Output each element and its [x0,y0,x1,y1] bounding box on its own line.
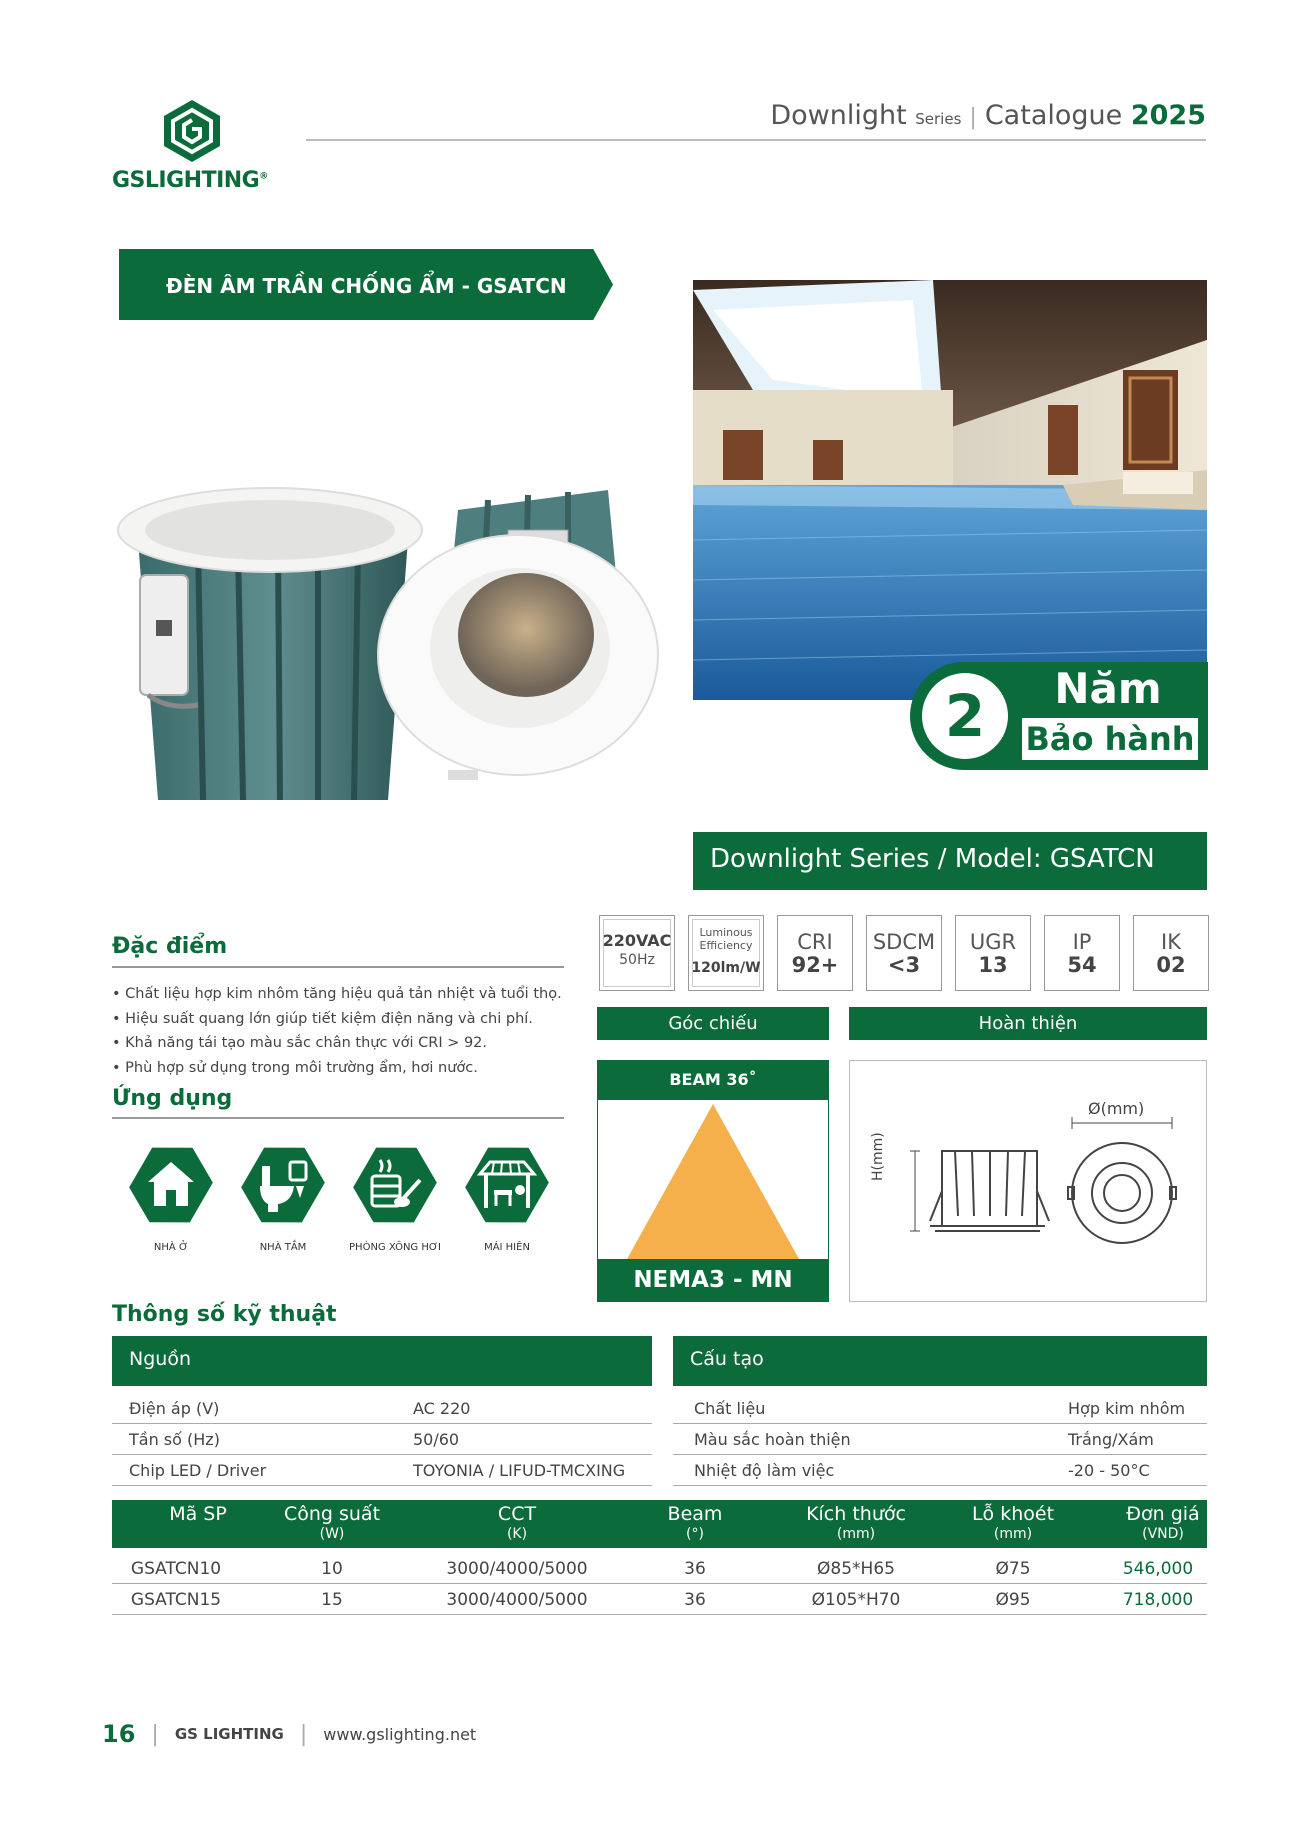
badge-voltage [599,915,675,991]
cell-size: Ø105*H70 [811,1590,901,1610]
catalogue-year: 2025 [1130,100,1206,131]
cell-price: 546,000 [1122,1559,1194,1579]
col-header-cutout: Lỗ khoét (mm) [971,1503,1055,1542]
table-row [673,1393,1207,1424]
table-row [112,1393,652,1424]
cell-beam: 36 [684,1590,706,1610]
table-row [112,1424,652,1455]
app-label: NHÀ TẮM [259,1242,307,1253]
col-header-cct: CCT (K) [497,1503,537,1542]
app-item-home [116,1140,226,1253]
cell-power: 15 [321,1590,343,1610]
footer-brand: GS LIGHTING [174,1725,284,1743]
badge-line1b: Efficiency [699,939,753,952]
badge-line1: IP [1072,930,1092,954]
finish-header: Hoàn thiện [849,1007,1207,1040]
model-bar: Downlight Series / Model: GSATCN [693,832,1207,890]
sauna-icon [350,1140,440,1230]
cell-cct: 3000/4000/5000 [446,1590,588,1610]
structure-header: Cấu tạo [673,1336,1207,1386]
badge-line2: 54 [1067,953,1097,977]
spec-key: Điện áp (V) [129,1399,220,1418]
badge-line1: 220VAC [602,931,672,950]
spec-key: Tần số (Hz) [129,1430,220,1449]
table-row [673,1424,1207,1455]
app-label: PHÒNG XÔNG HƠI [349,1242,441,1253]
cell-power: 10 [321,1559,343,1579]
diameter-label: Ø(mm) [1088,1099,1145,1118]
page-number: 16 [102,1720,136,1748]
table-row [112,1584,1207,1615]
spec-key: Màu sắc hoàn thiện [694,1430,851,1449]
badge-cri [777,915,853,991]
cell-price: 718,000 [1122,1590,1194,1610]
badge-ugr [955,915,1031,991]
badge-line1: SDCM [872,930,936,954]
warranty-line2: Bảo hành [1022,718,1198,760]
feature-item: • Chất liệu hợp kim nhôm tăng hiệu quả tản nhiệt và tuổi thọ. [112,982,572,1007]
badge-line2: 120lm/W [691,960,761,976]
source-header: Nguồn [112,1336,652,1386]
header-title: Downlight Series | Catalogue 2025 [770,100,1206,131]
header-divider [306,139,1206,141]
feature-item: • Hiệu suất quang lớn giúp tiết kiệm điện năng và chi phí. [112,1007,572,1032]
spec-value: Trắng/Xám [1068,1430,1154,1449]
applications-title: Ứng dụng [112,1086,233,1111]
badge-line1: UGR [969,930,1017,954]
cell-size: Ø85*H65 [817,1559,895,1579]
app-item-sauna [340,1140,450,1253]
cell-cutout: Ø95 [995,1590,1031,1610]
badge-line2: <3 [887,953,921,977]
col-header-size: Kích thước (mm) [806,1503,906,1542]
spec-key: Nhiệt độ làm việc [694,1461,835,1480]
product-image [108,470,748,820]
series-small: Series [915,110,962,128]
badge-line2: 13 [978,953,1008,977]
series-word: Downlight [770,100,907,131]
app-item-bathroom [228,1140,338,1253]
cell-cutout: Ø75 [995,1559,1031,1579]
badge-ip [1044,915,1120,991]
feature-item: • Phù hợp sử dụng trong môi trường ẩm, hơi nước. [112,1056,572,1081]
height-label: H(mm) [870,1132,886,1181]
warranty-badge [910,662,1208,770]
spec-key: Chất liệu [694,1399,766,1418]
spec-key: Chip LED / Driver [129,1461,267,1480]
footer: 16 | GS LIGHTING | www.gslighting.net [102,1720,477,1748]
app-label: MÁI HIÊN [484,1242,530,1253]
beam-standard: NEMA3 - MN [597,1259,829,1302]
badge-line1: IK [1161,930,1181,954]
features-title: Đặc điểm [112,934,228,959]
app-label: NHÀ Ở [153,1242,189,1253]
badge-line1: Luminous [699,926,753,939]
col-header-power: Công suất (W) [283,1503,381,1542]
feature-item: • Khả năng tái tạo màu sắc chân thực với CRI > 92. [112,1031,572,1056]
tech-title: Thông số kỹ thuật [112,1302,337,1327]
col-header-beam: Beam (°) [667,1503,723,1542]
features-list [112,982,572,1080]
table-row [112,1455,652,1486]
table-row [673,1455,1207,1486]
cell-beam: 36 [684,1559,706,1579]
brand-wordmark: GSLIGHTING® [112,168,268,193]
dimension-diagram-icon [850,1061,1208,1303]
spec-value: TOYONIA / LIFUD-TMCXING [413,1461,626,1480]
table-row [112,1553,1207,1584]
badge-line1: CRI [797,930,833,954]
app-item-porch [452,1140,562,1253]
cell-sku: GSATCN15 [130,1590,222,1610]
badge-line2: 50Hz [619,952,655,968]
catalogue-word: Catalogue [984,100,1123,131]
badge-line2: 02 [1156,953,1186,977]
spec-value: AC 220 [413,1399,471,1418]
badge-ik [1133,915,1209,991]
warranty-line1: Năm [1054,664,1162,713]
col-header-price: Đơn giá (VND) [1126,1503,1200,1542]
house-icon [126,1140,216,1230]
cell-cct: 3000/4000/5000 [446,1559,588,1579]
spec-value: -20 - 50°C [1068,1461,1150,1480]
product-title: ĐÈN ÂM TRẦN CHỐNG ẨM - GSATCN [166,274,567,298]
pool-photo [693,280,1207,700]
badge-line2: 92+ [791,953,839,977]
beam-cone-icon [597,1100,829,1259]
cell-sku: GSATCN10 [130,1559,222,1579]
applications-divider [112,1117,564,1119]
badge-sdcm [866,915,942,991]
spec-value: 50/60 [413,1430,460,1449]
badge-efficiency [688,915,764,991]
features-divider [112,966,564,968]
dimension-drawing [849,1060,1207,1302]
spec-value: Hợp kim nhôm [1068,1399,1186,1418]
bathroom-icon [238,1140,328,1230]
beam-header: Góc chiếu [597,1007,829,1040]
footer-url[interactable]: www.gslighting.net [323,1724,477,1744]
porch-icon [462,1140,552,1230]
warranty-number: 2 [922,673,1008,759]
beam-label: BEAM 36˚ [597,1060,829,1100]
col-header-sku: Mã SP [169,1503,227,1525]
